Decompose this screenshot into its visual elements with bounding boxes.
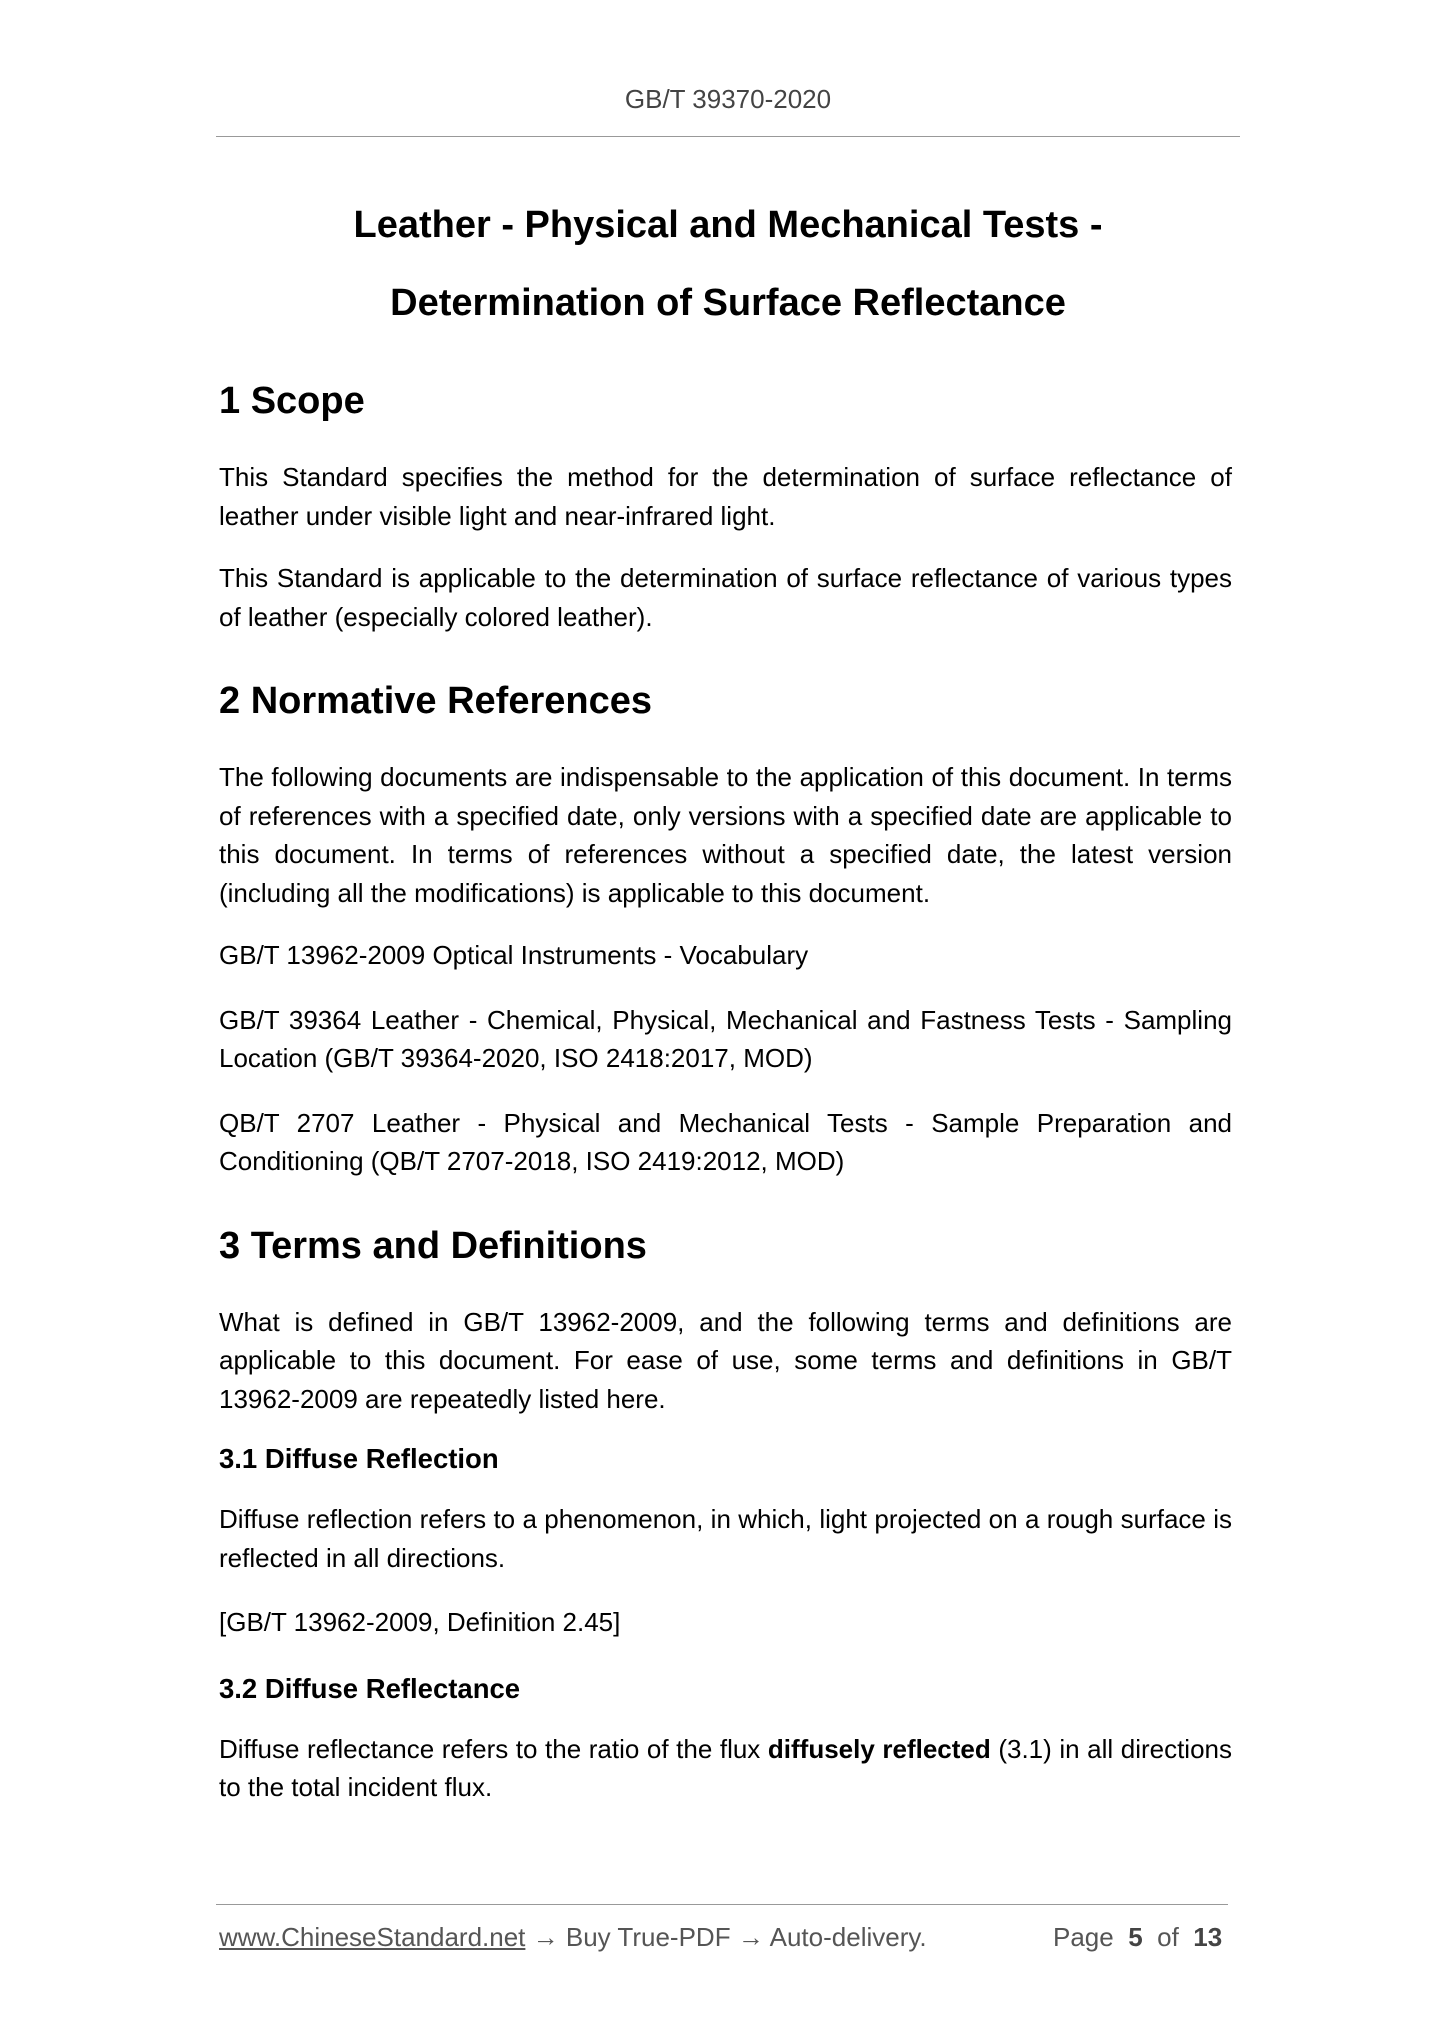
section-heading-terms-definitions: 3 Terms and Definitions: [219, 1224, 647, 1267]
document-title-line-1: Leather - Physical and Mechanical Tests -: [353, 204, 1103, 246]
definition-diffuse-reflection: Diffuse reflection refers to a phenomenon, in which, light projected on a rough surface is reflected in all directions.: [219, 1504, 1232, 1573]
normative-reference-item: GB/T 39364 Leather - Chemical, Physical, Mechanical and Fastness Tests - Sampling Location (GB/T 39364-2020, ISO 2418:2017, MOD): [219, 1004, 1232, 1073]
page-footer: [219, 1922, 1231, 1953]
section-heading-normative-references: 2 Normative References: [219, 680, 652, 722]
scope-paragraph-1: This Standard specifies the method for the determination of surface reflectance of leather under visible light and near-infrared light.: [219, 462, 1232, 531]
buy-true-pdf-text: Buy True-PDF: [565, 1922, 731, 1952]
arrow-right-icon: →: [737, 1922, 764, 1952]
subsection-heading-diffuse-reflection: 3.1 Diffuse Reflection: [219, 1443, 499, 1474]
auto-delivery-text: Auto-delivery.: [769, 1922, 927, 1952]
definition-text-after: (3.1) in all directions to the total incident flux.: [219, 1733, 1233, 1802]
total-pages-number: 13: [1193, 1922, 1223, 1952]
document-title-line-2: Determination of Surface Reflectance: [390, 282, 1066, 324]
header-divider: [216, 136, 1240, 137]
normative-reference-item: QB/T 2707 Leather - Physical and Mechanical Tests - Sample Preparation and Conditioning (QB/T 2707-2018, ISO 2419:2012, MOD): [219, 1107, 1232, 1176]
section-heading-scope: 1 Scope: [219, 380, 365, 422]
definition-source-citation: [GB/T 13962-2009, Definition 2.45]: [219, 1607, 621, 1637]
normative-reference-item: GB/T 13962-2009 Optical Instruments - Vocabulary: [219, 940, 809, 970]
of-label: of: [1157, 1922, 1179, 1952]
document-title: [218, 186, 1238, 342]
terms-intro-paragraph: What is defined in GB/T 13962-2009, and the following terms and definitions are applicable to this document. For ease of use, some terms and definitions in GB/T 13962-2009 are repeatedly listed here.: [219, 1306, 1232, 1414]
page-indicator: [1053, 1922, 1222, 1953]
footer-divider: [216, 1904, 1228, 1905]
arrow-right-icon: →: [532, 1922, 559, 1952]
definition-text-before: Diffuse reflectance refers to the ratio of the flux: [219, 1733, 761, 1764]
page-label: Page: [1053, 1922, 1114, 1952]
scope-paragraph-2: This Standard is applicable to the determination of surface reflectance of various types of leather (especially colored leather).: [219, 563, 1232, 632]
subsection-heading-diffuse-reflectance: 3.2 Diffuse Reflectance: [219, 1672, 521, 1704]
current-page-number: 5: [1128, 1922, 1143, 1952]
defined-term-reference: diffusely reflected: [767, 1733, 991, 1764]
website-link[interactable]: www.ChineseStandard.net: [219, 1922, 526, 1952]
normative-intro-paragraph: The following documents are indispensable to the application of this document. In terms of references with a specified date, only versions with a specified date are applicable to this document. In terms of references without a specified date, the latest version (including all the modifications) is applicable to this document.: [219, 762, 1232, 908]
definition-diffuse-reflectance: [219, 1730, 1232, 1807]
page-header: GB/T 39370-2020: [624, 84, 832, 114]
document-body: [219, 368, 1232, 1807]
